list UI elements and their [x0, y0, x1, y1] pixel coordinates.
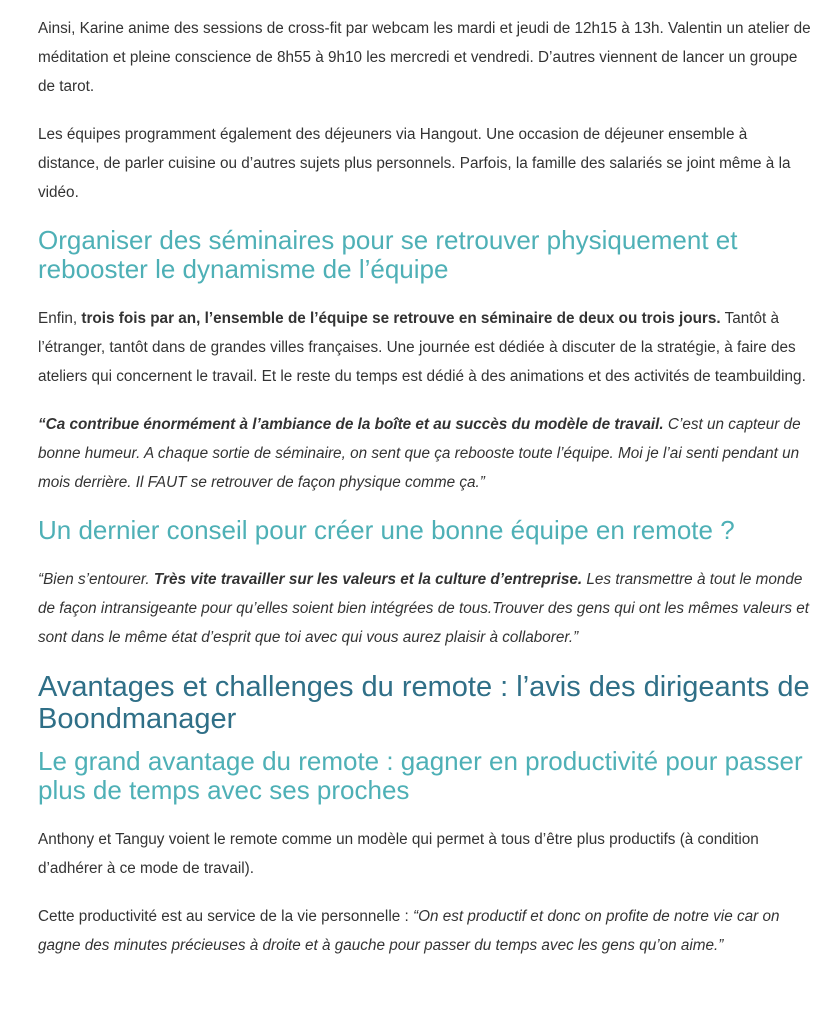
seminaires-highlight: trois fois par an, l’ensemble de l’équipe se retrouve en séminaire de deux ou trois jours. — [81, 310, 721, 327]
quote-ambiance-highlight: “Ca contribue énormément à l’ambiance de la boîte et au succès du modèle de travail. — [38, 416, 664, 433]
paragraph-lunches: Les équipes programment également des déjeuners via Hangout. Une occasion de déjeuner ensemble à distance, de parler cuisine ou d’autres sujets plus personnels. Parfois, la famille des salariés se joint même à la vidéo. — [38, 126, 791, 201]
vie-personnelle-quote: “On est productif et donc on profite de notre vie car on gagne des minutes précieuses à droite et à gauche pour passer du temps avec les gens qu’on aime.” — [38, 908, 780, 954]
heading-avantages: Avantages et challenges du remote : l’avis des dirigeants de Boondmanager — [38, 671, 810, 735]
quote-conseil — [38, 565, 811, 652]
vie-personnelle-intro: Cette productivité est au service de la vie personnelle : — [38, 908, 413, 925]
paragraph-vie-personnelle — [38, 902, 811, 960]
heading-seminaires: Organiser des séminaires pour se retrouver physiquement et rebooster le dynamisme de l’équipe — [38, 225, 738, 284]
paragraph-activities: Ainsi, Karine anime des sessions de cross-fit par webcam les mardi et jeudi de 12h15 à 13h. Valentin un atelier de méditation et pleine conscience de 8h55 à 9h10 les mercredi et vendredi. D’autres viennent de lancer un groupe de tarot. — [38, 20, 811, 95]
quote-ambiance — [38, 410, 811, 497]
paragraph-productivite: Anthony et Tanguy voient le remote comme un modèle qui permet à tous d’être plus productifs (à condition d’adhérer à ce mode de travail). — [38, 831, 759, 877]
heading-conseil: Un dernier conseil pour créer une bonne équipe en remote ? — [38, 515, 735, 545]
quote-conseil-rest: Les transmettre à tout le monde de façon intransigeante pour qu’elles soient bien intégrées de tous.Trouver des gens qui ont les mêmes valeurs et sont dans le même état d’esprit que toi avec qui vous aurez plaisir à collaborer.” — [38, 571, 809, 646]
paragraph-seminaires — [38, 304, 811, 391]
heading-productivite: Le grand avantage du remote : gagner en productivité pour passer plus de temps avec ses proches — [38, 746, 803, 805]
quote-ambiance-rest: C’est un capteur de bonne humeur. A chaque sortie de séminaire, on sent que ça rebooste toute l’équipe. Moi je l’ai senti pendant un mois derrière. Il FAUT se retrouver de façon physique comme ça.” — [38, 416, 801, 491]
seminaires-intro: Enfin, — [38, 310, 82, 327]
quote-conseil-intro: “Bien s’entourer. — [38, 571, 154, 588]
seminaires-details: Tantôt à l’étranger, tantôt dans de grandes villes françaises. Une journée est dédiée à discuter de la stratégie, à faire des ateliers qui concernent le travail. Et le reste du temps est dédié à des animations et des activités de teambuilding. — [38, 310, 806, 385]
quote-conseil-highlight: Très vite travailler sur les valeurs et la culture d’entreprise. — [153, 571, 583, 588]
